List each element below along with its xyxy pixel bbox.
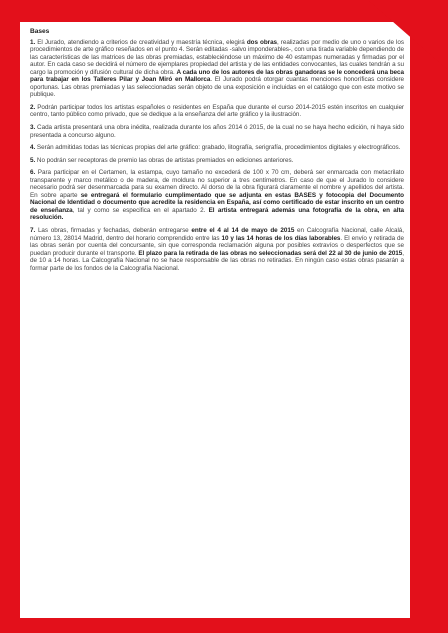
section-heading: Bases <box>30 28 50 35</box>
paragraph-6 <box>30 169 404 222</box>
paragraph-number: 7. <box>30 227 36 235</box>
paragraph-text: . El envío y retirada de las obras serán por cuenta del concursante, sin que corresponda reclamación alguna por posibles extravíos o desperfectos que se puedan producir durante el transporte. <box>30 234 404 257</box>
paragraph-text: , realizadas por medio de uno o varios de los procedimientos de arte gráfico reseñados en el punto 4. Serán editadas -salvo imponderables-, con una tirada variable dependiendo de las características de las matrices de las obras premiadas, estableciéndose un máximo de 40 estampas numeradas y firmadas por el autor. En cada caso se decidirá el número de ejemplares propiedad del artista y de las entidades convocantes, las cuales tendrán a su cargo la promoción y difusión cultural de dicha obra. <box>30 38 405 76</box>
bases-document <box>30 28 404 613</box>
paragraph-text: en Calcografía Nacional, calle Alcalá, número 13, 28014 Madrid, dentro del horario comprendido entre las <box>30 227 404 242</box>
paragraph-1 <box>30 39 404 99</box>
paragraph-text: , tal y como se especifica en el apartado 2. <box>72 206 209 214</box>
paragraph-bold-text: 10 y las 14 horas de los días laborables <box>221 234 341 242</box>
paragraph-text: , de 10 a 14 horas. La Calcografía Nacional no se hace responsable de las obras no retiradas. En ningún caso estas obras pasarán a formar parte de los fondos de la Calcografía Nacional. <box>30 249 404 272</box>
paragraph-bold-text: dos obras <box>246 38 278 46</box>
paragraph-text: El Jurado, atendiendo a criterios de creatividad y maestría técnica, elegirá <box>35 38 247 46</box>
paragraph-number: 6. <box>30 169 36 177</box>
paragraph-number: 5. <box>30 156 36 164</box>
paragraph-text: Las obras, firmadas y fechadas, deberán entregarse <box>35 227 192 235</box>
paragraph-number: 4. <box>30 144 36 152</box>
paragraph-text: Para participar en el Certamen, la estampa, cuyo tamaño no excederá de 100 x 70 cm, deberá ser enmarcada con metacrilato transparente y marco metálico o de madera, de moldura no superior a tres centímetros. En caso de que el Jurado lo considere necesario podrá ser desenmarcada para su examen directo. Al dorso de la obra figurará claramente el nombre y apellidos del artista. En sobre aparte <box>30 169 404 199</box>
paragraph-number: 1. <box>30 38 36 46</box>
paragraph-text: Podrán participar todos los artistas españoles o residentes en España que durante el curso 2014-2015 estén inscritos en cualquier centro, tanto público como privado, que se dedique a la enseñanza del arte gráfico y la ilustración. <box>30 103 404 119</box>
paragraph-2 <box>30 104 404 119</box>
paragraph-bold-text: El artista entregará además una fotografía de la obra, en alta resolución. <box>30 206 404 222</box>
paragraph-bold-text: El plazo para la retirada de las obras no seleccionadas será del 22 al 30 de junio de 2015 <box>138 249 403 257</box>
paragraph-text: No podrán ser receptoras de premio las obras de artistas premiados en ediciones anteriores. <box>35 156 294 164</box>
paragraph-bold-text: A cada uno de los autores de las obras ganadoras se le concederá una beca para trabajar en los Talleres Pilar y Joan Miró en Mallorca <box>30 68 404 84</box>
paragraph-text: Serán admitidas todas las técnicas propias del arte gráfico: grabado, litografía, serigrafía, procedimientos digitales y electrográficos. <box>35 144 401 152</box>
paragraph-3 <box>30 124 404 139</box>
paragraph-5 <box>30 157 404 165</box>
paragraph-text: . El Jurado podrá otorgar cuantas menciones honoríficas considere oportunas. Las obras premiadas y las seleccionadas serán objeto de una exposición e incluidas en el catálogo que con este motivo se publique. <box>30 76 404 99</box>
paragraph-bold-text: se entregará el formulario cumplimentado que se adjunta en estas BASES y fotocopia del Documento Nacional de Identidad o documento que acredite la residencia en España, así como certificado de estar inscrito en un centro de enseñanza <box>30 191 404 214</box>
paragraph-number: 3. <box>30 124 36 132</box>
paragraph-text: Cada artista presentará una obra inédita, realizada durante los años 2014 ó 2015, de la cual no se haya hecho edición, ni haya sido presentada a concurso alguno. <box>30 124 404 139</box>
paragraph-number: 2. <box>30 103 36 111</box>
paragraph-bold-text: entre el 4 al 14 de mayo de 2015 <box>191 227 295 235</box>
paragraph-4 <box>30 144 404 152</box>
paragraph-7 <box>30 227 404 272</box>
